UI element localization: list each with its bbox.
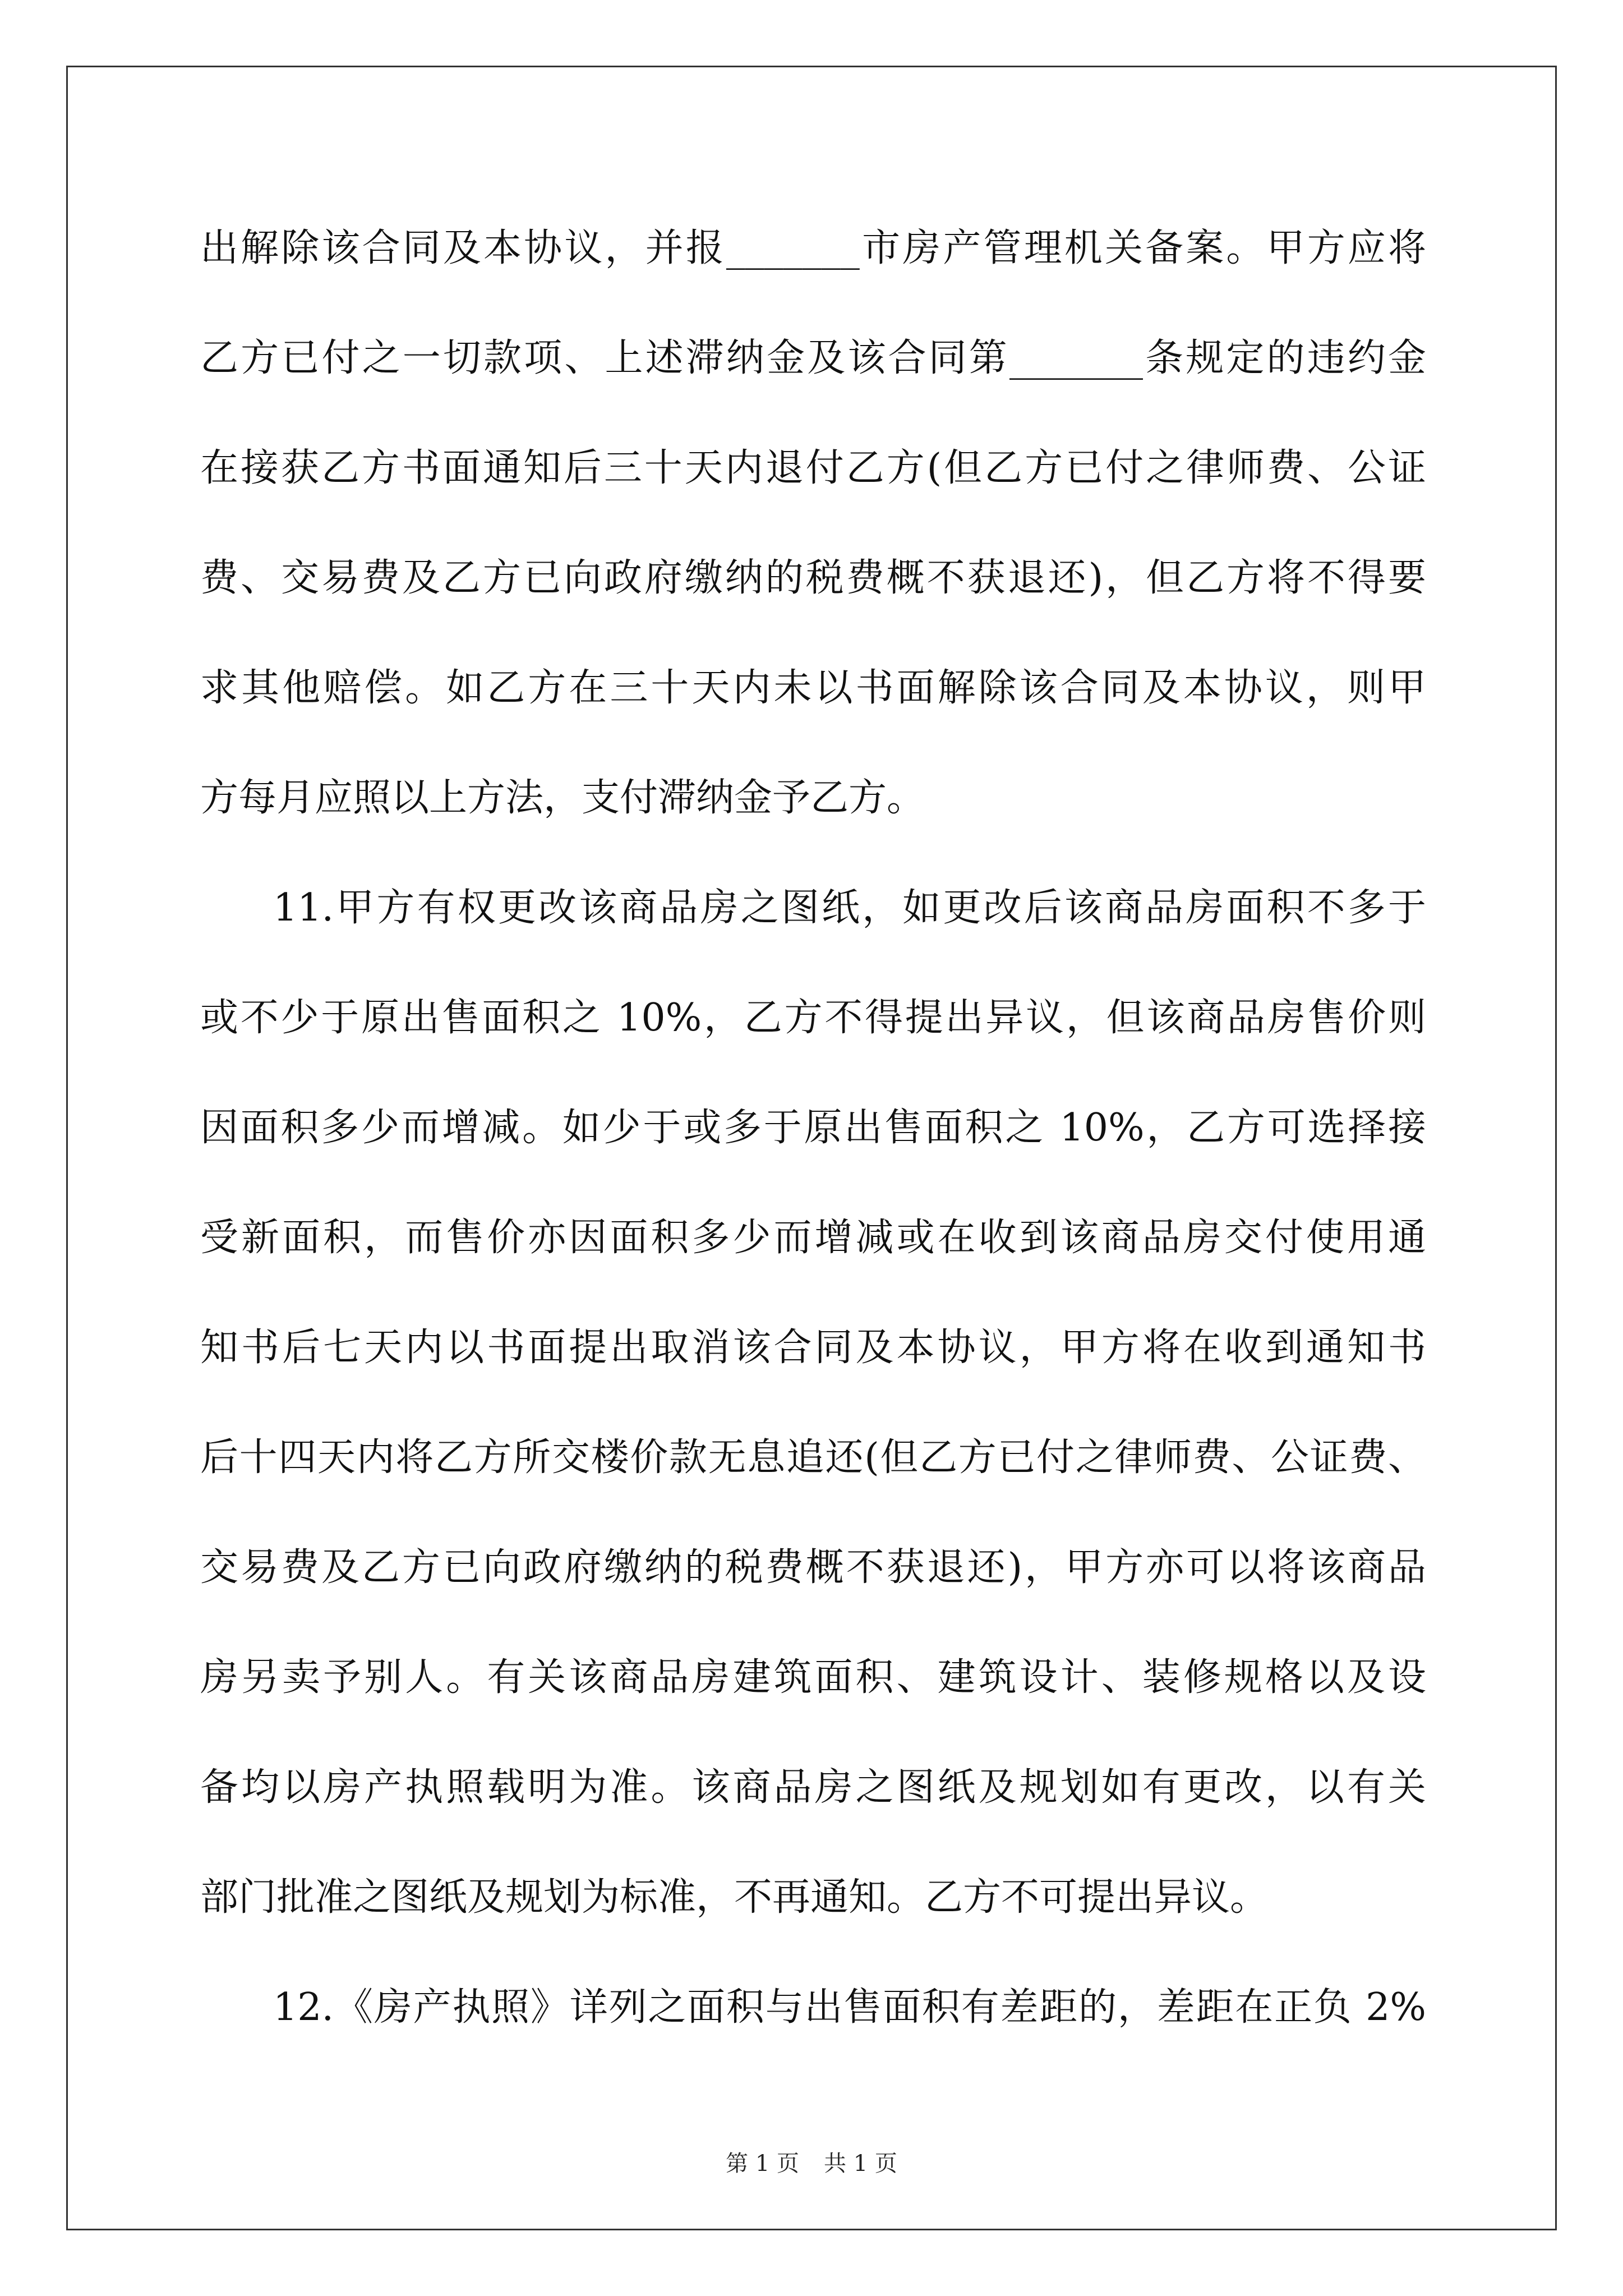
page-total: 共 1 页 <box>824 2151 897 2177</box>
text-line: 出解除该合同及本协议，并报_______市房产管理机关备案。甲方应将 <box>200 226 1426 270</box>
text-line: 或不少于原出售面积之 10%，乙方不得提出异议，但该商品房售价则 <box>200 996 1426 1040</box>
text-line: 房另卖予别人。有关该商品房建筑面积、建筑设计、装修规格以及设 <box>200 1655 1426 1700</box>
text-line: 费、交易费及乙方已向政府缴纳的税费概不获退还)，但乙方将不得要 <box>200 556 1426 600</box>
document-body <box>200 194 1426 2063</box>
text-line: 乙方已付之一切款项、上述滞纳金及该合同第_______条规定的违约金 <box>200 336 1426 380</box>
text-line: 方每月应照以上方法，支付滞纳金予乙方。 <box>200 776 925 820</box>
clause-12-first-line: 12.《房产执照》详列之面积与出售面积有差距的，差距在正负 2% <box>273 1985 1426 2030</box>
text-line: 因面积多少而增减。如少于或多于原出售面积之 10%，乙方可选择接 <box>200 1106 1426 1150</box>
page-number: 第 1 页 <box>726 2151 799 2177</box>
text-line: 求其他赔偿。如乙方在三十天内未以书面解除该合同及本协议，则甲 <box>200 666 1426 710</box>
text-line: 备均以房产执照载明为准。该商品房之图纸及规划如有更改，以有关 <box>200 1765 1426 1810</box>
text-line: 受新面积，而售价亦因面积多少而增减或在收到该商品房交付使用通 <box>200 1216 1426 1260</box>
text-line: 交易费及乙方已向政府缴纳的税费概不获退还)，甲方亦可以将该商品 <box>200 1545 1426 1590</box>
clause-11-first-line: 11.甲方有权更改该商品房之图纸，如更改后该商品房面积不多于 <box>273 886 1426 930</box>
text-line: 部门批准之图纸及规划为标准，不再通知。乙方不可提出异议。 <box>200 1875 1269 1920</box>
page-footer <box>0 2146 1623 2178</box>
text-line: 在接获乙方书面通知后三十天内退付乙方(但乙方已付之律师费、公证 <box>200 446 1426 490</box>
text-line: 知书后七天内以书面提出取消该合同及本协议，甲方将在收到通知书 <box>200 1326 1426 1370</box>
text-line: 后十四天内将乙方所交楼价款无息追还(但乙方已付之律师费、公证费、 <box>200 1435 1426 1480</box>
